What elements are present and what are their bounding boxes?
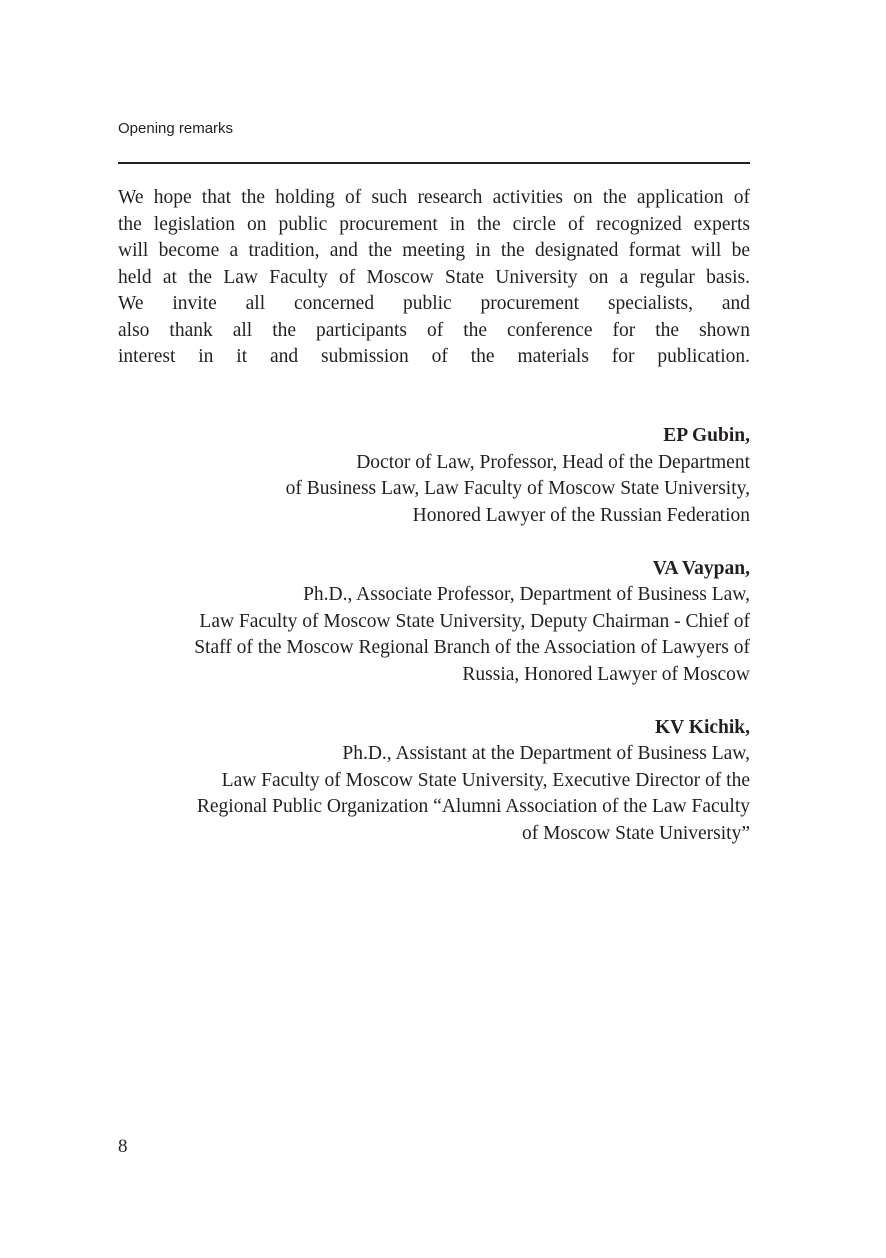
signature-credential: Ph.D., Associate Professor, Department of Business Law, xyxy=(303,584,750,605)
body-line: interest in it and submission of the materials for publication. xyxy=(118,346,750,367)
signature-name: KV Kichik, xyxy=(655,716,750,738)
body-paragraph xyxy=(118,185,750,371)
signature-credential: of Moscow State University” xyxy=(521,822,750,844)
signature-credential: Doctor of Law, Professor, Head of the Department xyxy=(356,451,750,473)
signature-block xyxy=(118,423,750,874)
signature-credential: Ph.D., Assistant at the Department of Business Law, xyxy=(342,743,750,764)
signature-credential: Staff of the Moscow Regional Branch of the Association of Lawyers of xyxy=(194,637,750,658)
body-line: the legislation on public procurement in the circle of recognized experts xyxy=(118,213,750,235)
signature-name: EP Gubin, xyxy=(663,425,750,446)
body-line: held at the Law Faculty of Moscow State University on a regular basis. xyxy=(118,266,750,288)
signature-credential: Law Faculty of Moscow State University, Executive Director of the xyxy=(221,769,750,791)
signature-credential: Law Faculty of Moscow State University, Deputy Chairman - Chief of xyxy=(199,610,750,632)
body-line: We hope that the holding of such research activities on the application of xyxy=(118,187,750,208)
running-header: Opening remarks xyxy=(118,120,234,137)
body-line: will become a tradition, and the meeting in the designated format will be xyxy=(118,240,750,261)
signature-kichik xyxy=(118,715,750,848)
signature-credential: of Business Law, Law Faculty of Moscow State University, xyxy=(285,478,750,499)
signature-vaypan xyxy=(118,556,750,689)
header-rule xyxy=(118,162,750,164)
body-line: also thank all the participants of the conference for the shown xyxy=(118,319,750,341)
signature-credential: Regional Public Organization “Alumni Association of the Law Faculty xyxy=(196,796,750,817)
signature-credential: Russia, Honored Lawyer of Moscow xyxy=(462,663,750,685)
body-line: We invite all concerned public procurement specialists, and xyxy=(118,293,750,314)
signature-credential: Honored Lawyer of the Russian Federation xyxy=(412,504,750,526)
signature-name: VA Vaypan, xyxy=(652,557,750,579)
signature-gubin xyxy=(118,423,750,529)
page-number: 8 xyxy=(118,1136,128,1157)
